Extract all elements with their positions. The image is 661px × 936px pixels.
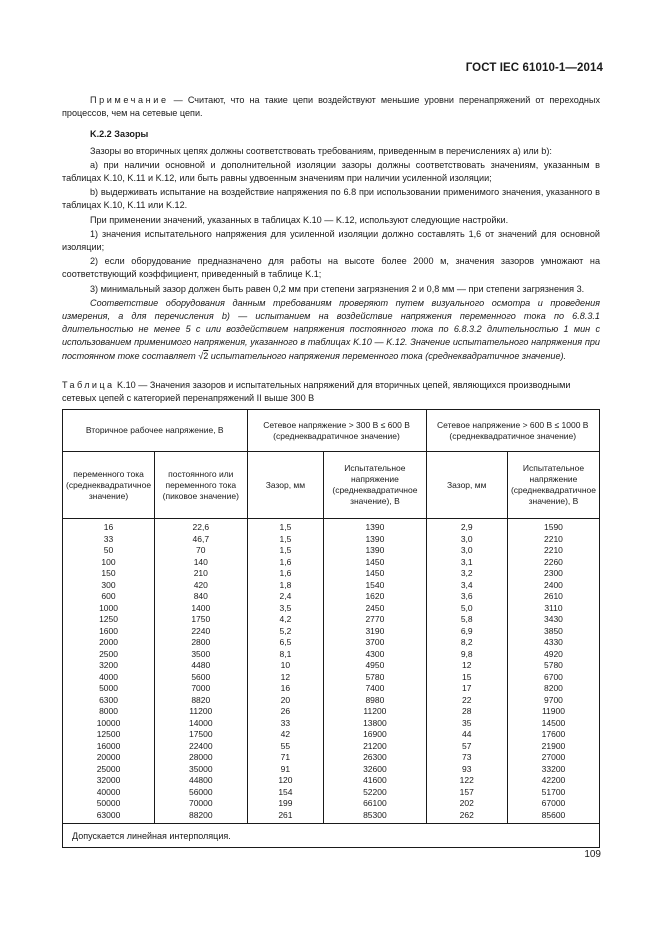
table-cell: 46,7 xyxy=(192,533,210,544)
table-cell: 6700 xyxy=(544,671,563,682)
table-cell: 5,0 xyxy=(460,602,473,613)
document-standard-header: ГОСТ IEC 61010-1—2014 xyxy=(465,62,603,74)
setting-2: 2) если оборудование предназначено для работы на высоте более 2000 м, значения зазоров умножают на соответствующий коэффициент, приведенный в таблице K.1; xyxy=(62,256,600,280)
table-cell: 140 xyxy=(193,556,208,567)
table-cell: 3,4 xyxy=(460,579,473,590)
table-cell: 2400 xyxy=(544,579,563,590)
table-cell: 4480 xyxy=(191,660,211,670)
table-cell: 25000 xyxy=(96,763,121,774)
table-cell: 9700 xyxy=(544,694,563,705)
table-cell: 57 xyxy=(462,740,472,751)
table-cell: 55 xyxy=(280,740,291,751)
header-ac: переменного тока (среднеквадратичное значение) xyxy=(63,452,155,519)
table-cell: 56000 xyxy=(188,786,213,797)
table-cell: 42200 xyxy=(541,775,566,785)
table-caption-text: K.10 — Значения зазоров и испытательных напряжений для вторичных цепей, являющихся производными сетевых цепей с категорией перенапряжений II выше 300 В xyxy=(62,380,571,404)
table-cell: 73 xyxy=(462,752,472,762)
table-cell: 91 xyxy=(280,763,291,774)
table-cell: 17600 xyxy=(541,729,566,739)
column-test-voltage-2 xyxy=(507,519,599,824)
table-cell: 3,2 xyxy=(460,568,473,578)
table-cell: 8820 xyxy=(191,694,211,705)
table-cell: 1390 xyxy=(365,545,385,555)
table-cell: 3110 xyxy=(544,602,563,613)
table-cell: 41600 xyxy=(363,775,387,785)
table-cell: 21900 xyxy=(541,740,566,751)
table-cell: 14500 xyxy=(541,717,566,728)
table-cell: 33 xyxy=(103,533,114,544)
table-cell: 17 xyxy=(462,683,472,693)
table-cell: 6,9 xyxy=(460,625,473,636)
table-cell: 8,2 xyxy=(460,637,473,647)
table-cell: 262 xyxy=(459,809,474,820)
sqrt-expression xyxy=(198,351,208,361)
table-cell: 50000 xyxy=(96,798,121,808)
table-cell: 600 xyxy=(101,591,116,601)
column-dc xyxy=(155,519,247,824)
compliance-text-1: Соответствие оборудования данным требованиям проверяют путем визуального осмотра и проведения измерения, а для перечисления b) — испытанием на воздействие напряжения переменного тока по 6.8.3.1 длительностью не менее 5 с или воздействием напряжения постоянного тока по 6.8.3.2 длительностью 1 мин с использованием применимого напряжения, указанного в таблицах K.10 — K.12. Значение испытательного напряжения при постоянном токе составляет xyxy=(62,297,600,361)
table-cell: 199 xyxy=(278,798,293,808)
note-text: — Считают, что на такие цепи воздействуют меньшие уровни перенапряжений от переходных процессов, чем на сетевые цепи. xyxy=(62,95,600,119)
table-cell: 1450 xyxy=(365,568,385,578)
table-cell: 3850 xyxy=(544,625,563,636)
table-cell: 5780 xyxy=(544,660,563,670)
table-cell: 12 xyxy=(280,671,291,682)
table-cell: 1,8 xyxy=(279,579,292,590)
table-cell: 5780 xyxy=(365,671,385,682)
table-cell: 51700 xyxy=(541,786,566,797)
table-cell: 261 xyxy=(278,809,293,820)
table-cell: 21200 xyxy=(363,740,387,751)
header-clearance-1: Зазор, мм xyxy=(247,452,324,519)
table-cell: 9,8 xyxy=(460,648,473,659)
setting-1: 1) значения испытательного напряжения для усиленной изоляции должно составлять 1,6 от значений для основной изоляции; xyxy=(62,228,600,253)
table-cell: 150 xyxy=(101,568,116,578)
table-cell: 11200 xyxy=(363,706,387,716)
table-cell: 16 xyxy=(280,683,291,693)
table-cell: 52200 xyxy=(363,786,387,797)
header-working-voltage: Вторичное рабочее напряжение, В xyxy=(63,410,248,452)
table-cell: 7400 xyxy=(365,683,385,693)
section-title: K.2.2 Зазоры xyxy=(90,129,149,140)
table-cell: 6300 xyxy=(99,694,118,705)
table-cell: 1400 xyxy=(191,602,211,613)
table-cell: 2800 xyxy=(191,637,211,647)
table-cell: 840 xyxy=(193,591,208,601)
header-group-600-1000: Сетевое напряжение > 600 В ≤ 1000 В (среднеквадратичное значение) xyxy=(426,410,599,452)
table-cell: 2000 xyxy=(99,637,118,647)
table-cell: 22 xyxy=(462,694,472,705)
table-caption-label: Таблица xyxy=(62,380,115,390)
table-cell: 16 xyxy=(103,522,114,532)
table-cell: 1,5 xyxy=(279,522,292,532)
table-body-row xyxy=(63,519,600,824)
table-cell: 11200 xyxy=(189,706,213,716)
table-cell: 5,8 xyxy=(460,614,473,624)
header-dc: постоянного или переменного тока (пиковое значение) xyxy=(155,452,247,519)
table-cell: 5,2 xyxy=(279,625,292,636)
header-test-voltage-2: Испытательное напряжение (среднеквадратичное значение), В xyxy=(507,452,599,519)
table-cell: 1600 xyxy=(99,625,118,636)
table-cell: 154 xyxy=(278,786,293,797)
table-caption xyxy=(62,379,600,405)
table-cell: 44800 xyxy=(188,775,213,785)
column-test-voltage-1 xyxy=(324,519,426,824)
sqrt-value: 2 xyxy=(203,350,209,361)
table-cell: 33 xyxy=(280,717,291,728)
table-cell: 4330 xyxy=(544,637,563,647)
table-cell: 13800 xyxy=(363,717,387,728)
table-cell: 202 xyxy=(459,798,474,808)
table-cell: 3,1 xyxy=(460,556,473,567)
table-cell: 11900 xyxy=(541,706,565,716)
table-cell: 3,0 xyxy=(460,545,473,555)
table-cell: 1390 xyxy=(365,522,385,532)
table-cell: 3500 xyxy=(191,648,211,659)
table-cell: 1,6 xyxy=(279,556,292,567)
table-cell: 1620 xyxy=(365,591,385,601)
item-a: a) при наличии основной и дополнительной изоляции зазоры должны соответствовать значениям, указанным в таблицах K.10, K.11 и K.12, или быть равны удвоенным значениям при наличии усиленной изоляции; xyxy=(62,159,600,184)
table-cell: 8980 xyxy=(365,694,385,705)
table-cell: 20000 xyxy=(96,752,121,762)
table-cell: 8,1 xyxy=(279,648,292,659)
table-cell: 1,5 xyxy=(279,533,292,544)
table-cell: 7000 xyxy=(191,683,211,693)
table-cell: 28 xyxy=(462,706,472,716)
table-cell: 3190 xyxy=(365,625,385,636)
table-cell: 4300 xyxy=(365,648,385,659)
table-cell: 35000 xyxy=(188,763,213,774)
table-cell: 2210 xyxy=(544,533,563,544)
table-cell: 66100 xyxy=(363,798,387,808)
table-cell: 2500 xyxy=(99,648,118,659)
header-test-voltage-1: Испытательное напряжение (среднеквадратичное значение), В xyxy=(324,452,426,519)
table-cell: 1750 xyxy=(191,614,211,624)
table-cell: 4000 xyxy=(99,671,118,682)
table-cell: 12 xyxy=(462,660,472,670)
section-intro: Зазоры во вторичных цепях должны соответствовать требованиям, приведенным в перечислениях a) или b): xyxy=(90,145,552,156)
header-group-300-600: Сетевое напряжение > 300 В ≤ 600 В (среднеквадратичное значение) xyxy=(247,410,426,452)
header-clearance-2: Зазор, мм xyxy=(426,452,507,519)
table-cell: 2210 xyxy=(544,545,563,555)
table-cell: 22,6 xyxy=(192,522,210,532)
table-cell: 3,6 xyxy=(460,591,473,601)
page-number: 109 xyxy=(584,849,601,860)
table-cell: 4920 xyxy=(544,648,563,659)
table-cell: 8000 xyxy=(99,706,118,716)
table-cell: 2300 xyxy=(544,568,563,578)
column-clearance-2 xyxy=(426,519,507,824)
table-cell: 14000 xyxy=(188,717,213,728)
table-cell: 420 xyxy=(193,579,208,590)
compliance-text-2: испытательного напряжения переменного тока (среднеквадратичное значение). xyxy=(208,350,567,361)
table-cell: 157 xyxy=(459,786,474,797)
table-cell: 300 xyxy=(101,579,116,590)
table-cell: 5000 xyxy=(99,683,118,693)
table-cell: 1250 xyxy=(99,614,118,624)
clearance-table xyxy=(62,409,600,848)
sqrt-symbol: √ xyxy=(198,350,204,361)
table-cell: 3700 xyxy=(365,637,385,647)
table-cell: 88200 xyxy=(188,809,213,820)
table-cell: 4,2 xyxy=(279,614,292,624)
table-cell: 33200 xyxy=(541,763,566,774)
table-cell: 17500 xyxy=(188,729,213,739)
table-cell: 100 xyxy=(101,556,116,567)
note-label: Примечание xyxy=(90,95,169,105)
table-cell: 3,0 xyxy=(460,533,473,544)
table-cell: 2260 xyxy=(544,556,563,567)
table-cell: 120 xyxy=(278,775,293,785)
table-cell: 32000 xyxy=(96,775,121,785)
table-cell: 1000 xyxy=(99,602,118,613)
table-cell: 3,5 xyxy=(279,602,292,613)
table-cell: 2,4 xyxy=(279,591,292,601)
table-cell: 2610 xyxy=(544,591,563,601)
table-cell: 12500 xyxy=(96,729,121,739)
table-cell: 210 xyxy=(193,568,208,578)
table-cell: 8200 xyxy=(544,683,563,693)
table-cell: 2450 xyxy=(365,602,385,613)
setting-3: 3) минимальный зазор должен быть равен 0,2 мм при степени загрязнения 2 и 0,8 мм — при степени загрязнения 3. xyxy=(90,283,585,294)
table-cell: 50 xyxy=(103,545,114,555)
table-cell: 85300 xyxy=(363,809,387,820)
column-ac xyxy=(63,519,155,824)
table-cell: 1,6 xyxy=(279,568,292,578)
table-cell: 27000 xyxy=(541,752,566,762)
table-cell: 63000 xyxy=(96,809,121,820)
table-cell: 70000 xyxy=(188,798,213,808)
table-cell: 1540 xyxy=(365,579,385,590)
table-cell: 1,5 xyxy=(279,545,292,555)
table-cell: 5600 xyxy=(191,671,211,682)
table-cell: 42 xyxy=(280,729,291,739)
note-paragraph xyxy=(62,94,600,120)
table-cell: 10 xyxy=(280,660,291,670)
table-cell: 70 xyxy=(196,545,206,555)
table-cell: 3200 xyxy=(99,660,118,670)
table-footnote-row xyxy=(63,824,600,848)
table-header-row-2 xyxy=(63,452,600,519)
table-header-row-1 xyxy=(63,410,600,452)
item-b: b) выдерживать испытание на воздействие напряжения по 6.8 при использовании применимого значения, указанного в таблицах K.10, K.11 или K.12. xyxy=(62,187,600,211)
table-cell: 85600 xyxy=(541,809,566,820)
column-clearance-1 xyxy=(247,519,324,824)
table-cell: 3430 xyxy=(544,614,563,624)
table-cell: 28000 xyxy=(188,752,213,762)
table-cell: 26300 xyxy=(363,752,387,762)
table-cell: 4950 xyxy=(365,660,385,670)
table-cell: 71 xyxy=(280,752,291,762)
table-footnote: Допускается линейная интерполяция. xyxy=(63,824,600,848)
table-cell: 122 xyxy=(459,775,474,785)
table-cell: 1450 xyxy=(365,556,385,567)
table-cell: 16000 xyxy=(96,740,121,751)
table-cell: 32600 xyxy=(363,763,387,774)
table-cell: 35 xyxy=(462,717,472,728)
table-cell: 2,9 xyxy=(460,522,473,532)
table-cell: 44 xyxy=(462,729,472,739)
table-cell: 15 xyxy=(462,671,472,682)
table-cell: 26 xyxy=(280,706,291,716)
table-cell: 2240 xyxy=(191,625,211,636)
compliance-paragraph xyxy=(62,297,600,363)
apply-paragraph: При применении значений, указанных в таблицах K.10 — K.12, используют следующие настройки. xyxy=(90,214,509,225)
table-cell: 2770 xyxy=(365,614,385,624)
table-cell: 20 xyxy=(280,694,291,705)
table-cell: 93 xyxy=(462,763,472,774)
table-cell: 1390 xyxy=(365,533,385,544)
table-cell: 10000 xyxy=(96,717,121,728)
body-text xyxy=(62,94,600,364)
table-cell: 16900 xyxy=(363,729,387,739)
table-cell: 1590 xyxy=(544,522,563,532)
table-cell: 6,5 xyxy=(279,637,292,647)
table-cell: 40000 xyxy=(96,786,121,797)
table-cell: 67000 xyxy=(541,798,566,808)
table-cell: 22400 xyxy=(188,740,213,751)
